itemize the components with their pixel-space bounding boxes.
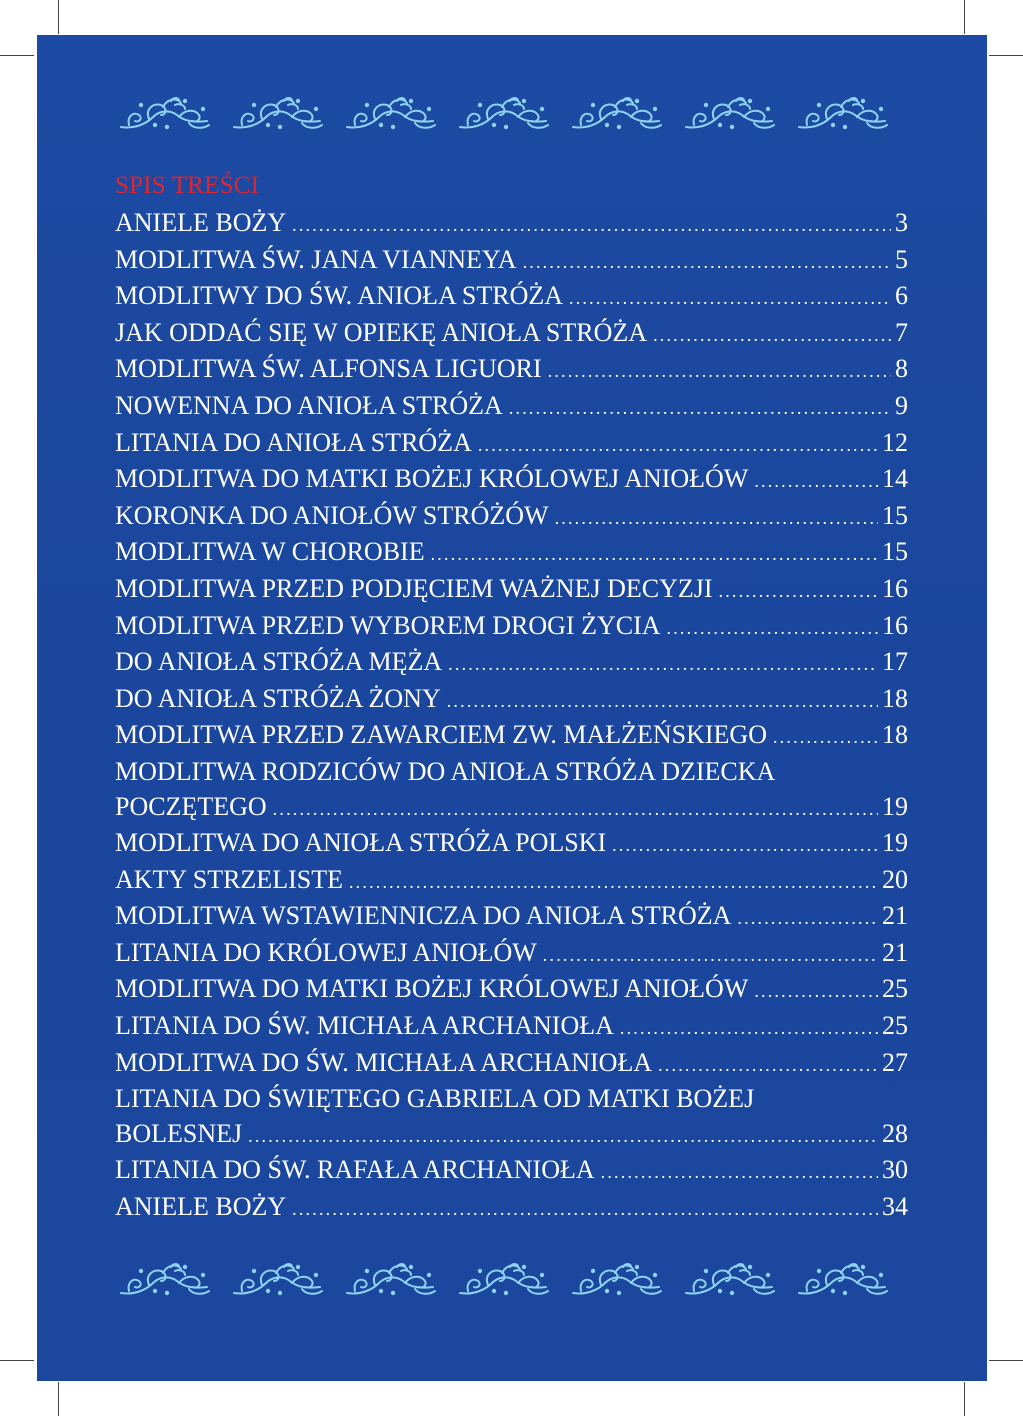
toc-entry	[115, 462, 908, 499]
dot-leader	[548, 354, 891, 389]
toc-entry	[115, 936, 908, 973]
toc-entry	[115, 316, 908, 353]
toc-entry	[115, 243, 908, 280]
dot-leader	[509, 391, 891, 426]
toc-entry-title: BOLESNEJ	[115, 1118, 243, 1148]
dot-leader	[569, 281, 891, 316]
toc-page-number: 5	[895, 244, 908, 274]
toc-entry-title: NOWENNA DO ANIOŁA STRÓŻA	[115, 390, 503, 420]
toc-entry-title: MODLITWA DO ŚW. MICHAŁA ARCHANIOŁA	[115, 1047, 653, 1077]
toc-entry	[115, 279, 908, 316]
toc-entry	[115, 899, 908, 936]
toc-entry	[115, 535, 908, 572]
toc-entry-title: MODLITWA DO MATKI BOŻEJ KRÓLOWEJ ANIOŁÓW	[115, 464, 749, 494]
toc-entry	[115, 826, 908, 863]
dot-leader	[601, 1155, 878, 1190]
table-of-contents	[115, 206, 908, 1227]
dot-leader	[523, 245, 891, 280]
dot-leader	[667, 611, 878, 646]
dot-leader	[719, 574, 878, 609]
toc-entry-title: MODLITWA DO ANIOŁA STRÓŻA POLSKI	[115, 828, 607, 858]
toc-entry-title: MODLITWA PRZED PODJĘCIEM WAŻNEJ DECYZJI	[115, 573, 713, 603]
toc-page-number: 6	[895, 281, 908, 311]
toc-entry	[115, 1190, 908, 1227]
crop-mark	[58, 0, 59, 34]
toc-entry-title: MODLITWA RODZICÓW DO ANIOŁA STRÓŻA DZIECKA	[115, 756, 776, 786]
toc-entry	[115, 1153, 908, 1190]
crop-mark	[0, 55, 34, 56]
dot-leader	[273, 792, 878, 827]
dot-leader	[653, 318, 891, 353]
toc-entry	[115, 572, 908, 609]
toc-entry-title: MODLITWA W CHOROBIE	[115, 537, 425, 567]
toc-entry-title: MODLITWA ŚW. ALFONSA LIGUORI	[115, 354, 542, 384]
toc-entry	[115, 645, 908, 682]
dot-leader	[754, 464, 878, 499]
toc-page-number: 28	[882, 1118, 908, 1148]
toc-page-number: 16	[882, 573, 908, 603]
toc-entry-title: LITANIA DO ŚW. RAFAŁA ARCHANIOŁA	[115, 1155, 595, 1185]
toc-page-number: 18	[882, 720, 908, 750]
toc-entry	[115, 426, 908, 463]
toc-page-number: 25	[882, 1011, 908, 1041]
toc-page-number: 15	[882, 500, 908, 530]
dot-leader	[773, 720, 878, 755]
floral-ornament-bottom	[115, 1261, 910, 1301]
toc-entry	[115, 609, 908, 646]
toc-entry-title: MODLITWY DO ŚW. ANIOŁA STRÓŻA	[115, 281, 564, 311]
toc-entry-title: JAK ODDAĆ SIĘ W OPIEKĘ ANIOŁA STRÓŻA	[115, 317, 648, 347]
toc-page-number: 18	[882, 683, 908, 713]
toc-entry-title: DO ANIOŁA STRÓŻA MĘŻA	[115, 647, 443, 677]
toc-entry	[115, 972, 908, 1009]
toc-entry-title: MODLITWA DO MATKI BOŻEJ KRÓLOWEJ ANIOŁÓW	[115, 974, 749, 1004]
toc-page-number: 16	[882, 610, 908, 640]
toc-heading: SPIS TREŚCI	[115, 172, 260, 199]
toc-page-number: 25	[882, 974, 908, 1004]
crop-mark	[0, 1360, 34, 1361]
toc-page-number: 15	[882, 537, 908, 567]
dot-leader	[737, 901, 878, 936]
dot-leader	[447, 684, 878, 719]
crop-mark	[58, 1382, 59, 1416]
toc-page-number: 3	[895, 208, 908, 237]
toc-entry-title: DO ANIOŁA STRÓŻA ŻONY	[115, 683, 441, 713]
toc-entry	[115, 206, 908, 243]
toc-entry-title: MODLITWA ŚW. JANA VIANNEYA	[115, 244, 517, 274]
toc-page-number: 30	[882, 1155, 908, 1185]
toc-entry	[115, 863, 908, 900]
toc-page-number: 19	[882, 791, 908, 821]
toc-entry-title: LITANIA DO KRÓLOWEJ ANIOŁÓW	[115, 937, 537, 967]
dot-leader	[248, 1119, 878, 1154]
toc-entry	[115, 790, 908, 827]
toc-page-number: 9	[895, 390, 908, 420]
toc-entry-line	[115, 755, 908, 790]
dot-leader	[478, 428, 878, 463]
toc-entry	[115, 1009, 908, 1046]
toc-entry-title: MODLITWA PRZED WYBOREM DROGI ŻYCIA	[115, 610, 661, 640]
toc-page-number: 20	[882, 864, 908, 894]
dot-leader	[292, 208, 891, 243]
toc-page-number: 17	[882, 647, 908, 677]
toc-entry-line	[115, 1082, 908, 1117]
toc-page-number: 8	[895, 354, 908, 384]
dot-leader	[555, 501, 878, 536]
toc-entry-title: AKTY STRZELISTE	[115, 864, 343, 894]
toc-page-number: 7	[895, 317, 908, 347]
crop-mark	[989, 1360, 1023, 1361]
toc-entry	[115, 1046, 908, 1083]
dot-leader	[658, 1048, 878, 1083]
toc-entry-title: POCZĘTEGO	[115, 791, 267, 821]
toc-page-number: 34	[882, 1192, 908, 1222]
floral-ornament-top	[115, 95, 910, 135]
toc-entry-title: MODLITWA WSTAWIENNICZA DO ANIOŁA STRÓŻA	[115, 901, 732, 931]
toc-entry-title: LITANIA DO ŚW. MICHAŁA ARCHANIOŁA	[115, 1011, 614, 1041]
toc-entry-title: ANIELE BOŻY	[115, 208, 287, 237]
toc-entry	[115, 389, 908, 426]
toc-entry	[115, 718, 908, 755]
toc-page-number: 19	[882, 828, 908, 858]
dot-leader	[349, 865, 878, 900]
toc-page-number: 27	[882, 1047, 908, 1077]
toc-entry	[115, 1117, 908, 1154]
toc-entry-title: MODLITWA PRZED ZAWARCIEM ZW. MAŁŻEŃSKIEGO	[115, 720, 767, 750]
dot-leader	[448, 647, 878, 682]
toc-page-number: 21	[882, 937, 908, 967]
toc-entry	[115, 682, 908, 719]
crop-mark	[989, 55, 1023, 56]
toc-entry-title: ANIELE BOŻY	[115, 1192, 287, 1222]
dot-leader	[431, 537, 878, 572]
toc-page-number: 21	[882, 901, 908, 931]
toc-page-number: 14	[882, 464, 908, 494]
dot-leader	[754, 974, 878, 1009]
toc-entry	[115, 499, 908, 536]
dot-leader	[620, 1011, 878, 1046]
dot-leader	[612, 828, 878, 863]
toc-page-number: 12	[882, 427, 908, 457]
book-page	[37, 35, 987, 1381]
toc-entry-title: LITANIA DO ANIOŁA STRÓŻA	[115, 427, 472, 457]
crop-mark	[964, 1382, 965, 1416]
toc-entry-title: LITANIA DO ŚWIĘTEGO GABRIELA OD MATKI BOŻEJ	[115, 1084, 755, 1114]
dot-leader	[292, 1192, 878, 1227]
toc-entry-title: KORONKA DO ANIOŁÓW STRÓŻÓW	[115, 500, 549, 530]
toc-entry	[115, 352, 908, 389]
dot-leader	[543, 938, 878, 973]
crop-mark	[964, 0, 965, 34]
